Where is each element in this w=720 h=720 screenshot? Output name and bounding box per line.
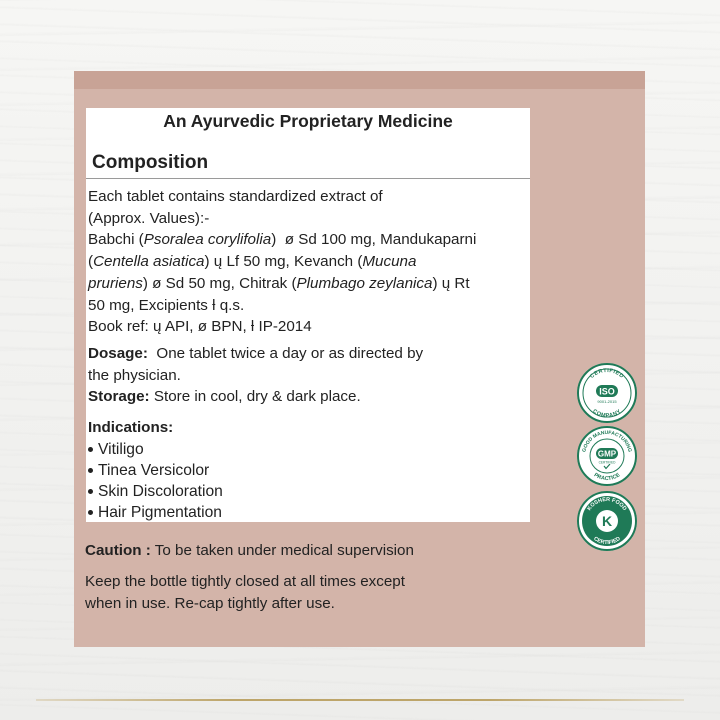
bullet-icon (88, 510, 93, 515)
dosage-text-cont: the physician. (88, 366, 181, 384)
dosage-label: Dosage: (88, 345, 148, 362)
dosage-block (88, 343, 528, 408)
composition-text (88, 186, 528, 338)
caution-line (85, 540, 414, 562)
composition-line: Each tablet contains standardized extract of (88, 188, 383, 205)
ingredient-line: pruriens) ø Sd 50 mg, Chitrak (Plumbago zeylanica) ų Rt (88, 274, 470, 292)
composition-card (86, 108, 530, 522)
caution-label: Caution : (85, 542, 151, 559)
label-top-band (74, 71, 645, 89)
bullet-icon (88, 447, 93, 452)
list-item: Skin Discoloration (88, 481, 528, 502)
svg-text:KOSHER FOOD: KOSHER FOOD (586, 496, 628, 512)
svg-text:9001-2015: 9001-2015 (597, 399, 617, 404)
book-reference: Book ref: ų API, ø BPN, ƚ IP-2014 (88, 318, 312, 336)
svg-text:CERTIFIED: CERTIFIED (598, 460, 616, 465)
page-title: An Ayurvedic Proprietary Medicine (163, 111, 453, 131)
list-item: Hair Pigmentation (88, 502, 528, 523)
gmp-badge-icon (576, 425, 638, 487)
svg-text:GMP: GMP (597, 449, 617, 459)
ingredient-line: Babchi (Psoralea corylifolia) ø Sd 100 mg, Mandukaparni (88, 231, 477, 249)
indications-block (88, 417, 528, 523)
svg-text:CERTIFIED: CERTIFIED (592, 535, 622, 547)
indications-label: Indications: (88, 419, 174, 436)
svg-text:K: K (601, 513, 613, 529)
svg-text:COMPANY: COMPANY (591, 408, 623, 420)
caution-text: To be taken under medical supervision (154, 542, 414, 559)
list-item: Tinea Versicolor (88, 460, 528, 481)
indications-list (88, 439, 528, 523)
composition-heading: Composition (92, 152, 209, 173)
bullet-icon (88, 468, 93, 473)
composition-line: (Approx. Values):- (88, 209, 210, 227)
storage-note (85, 571, 405, 614)
list-item: Vitiligo (88, 439, 528, 460)
iso-certified-badge-icon (576, 362, 638, 424)
storage-label: Storage: (88, 388, 150, 406)
divider (86, 178, 530, 179)
ingredient-line: 50 mg, Excipients ƚ q.s. (88, 296, 245, 314)
ingredient-line: (Centella asiatica) ų Lf 50 mg, Kevanch (Mucuna (88, 253, 417, 271)
storage-text: Store in cool, dry & dark place. (153, 388, 361, 406)
gold-divider (36, 699, 684, 701)
svg-text:CERTIFIED: CERTIFIED (589, 367, 625, 380)
svg-text:GOOD MANUFACTURING: GOOD MANUFACTURING (581, 429, 633, 453)
note-line: Keep the bottle tightly closed at all times except (85, 573, 405, 590)
kosher-badge-icon (576, 490, 638, 552)
note-line: when in use. Re-cap tightly after use. (85, 594, 335, 612)
svg-text:PRACTICE: PRACTICE (592, 472, 622, 483)
dosage-text: One tablet twice a day or as directed by (156, 345, 424, 362)
bullet-icon (88, 489, 93, 494)
svg-text:ISO: ISO (599, 386, 615, 397)
